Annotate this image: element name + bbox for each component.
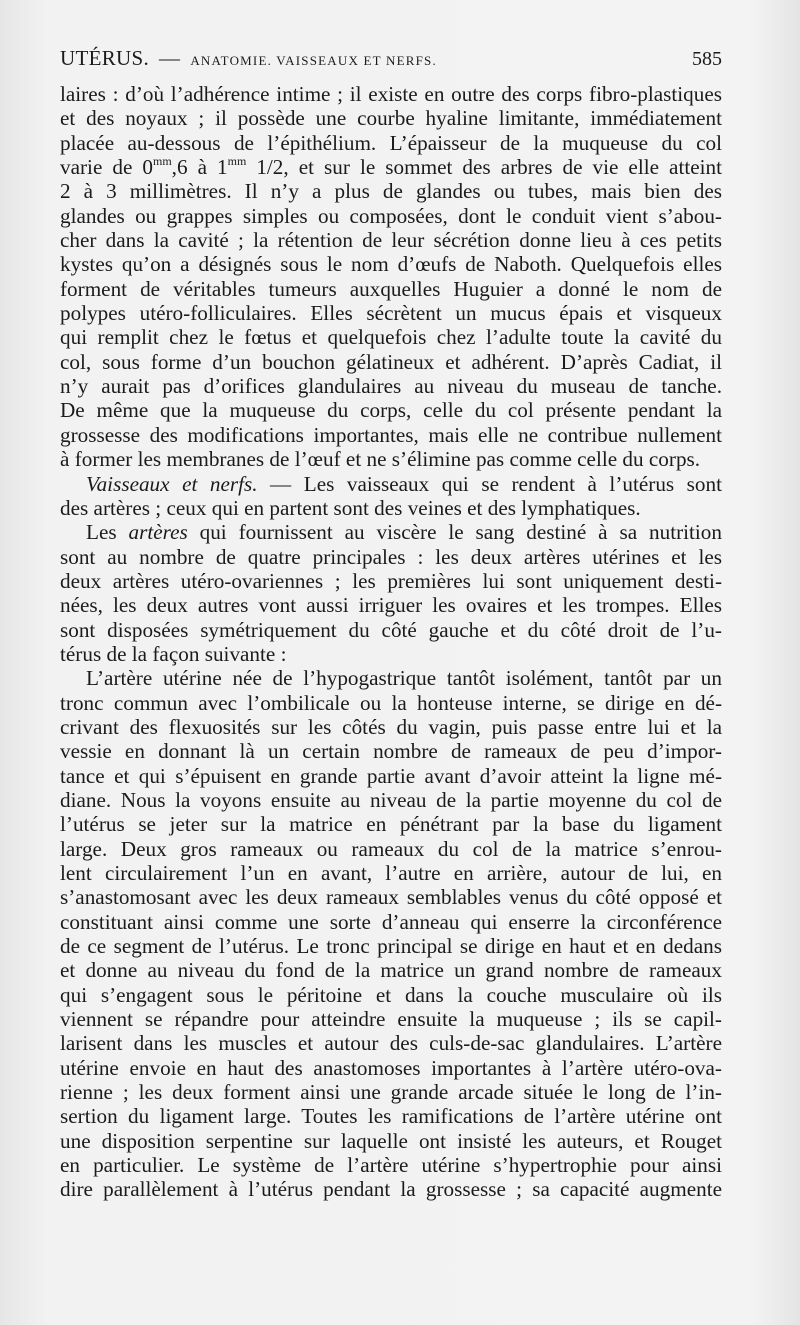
text-line: utérine envoie en haut des anastomoses importantes à l’artère utéro-ova- [60,1055,722,1080]
running-title [60,46,437,71]
text-line: et donne au niveau du fond de la matrice un grand nombre de rameaux [60,958,722,983]
text-line: kystes qu’on a désignés sous le nom d’œufs de Naboth. Quelquefois elles [60,252,722,277]
text-line: et des noyaux ; il possède une courbe hyaline limitante, immédiatement [60,106,722,131]
text-line: nées, les deux autres vont aussi irriguer les ovaires et les trompes. Elles [60,593,722,618]
text-line: col, sous forme d’un bouchon gélatineux et adhérent. D’après Cadiat, il [60,349,722,374]
text-line: en particulier. Le système de l’artère utérine s’hypertrophie pour ainsi [60,1153,722,1178]
text-segment: varie de 0 [60,155,153,180]
text-line: s’anastomosant avec les deux rameaux semblables venus du côté opposé et [60,885,722,910]
superscript: mm [153,154,172,169]
text-segment: 1/2, et sur le sommet des arbres de vie elle atteint [246,155,722,180]
text-line: dire parallèlement à l’utérus pendant la grossesse ; sa capacité augmente [60,1177,722,1202]
text-line: qui s’engagent sous le péritoine et dans la couche musculaire où ils [60,982,722,1007]
text-line: placée au-dessous de l’épithélium. L’épaisseur de la muqueuse du col [60,130,722,155]
text-line: De même que la muqueuse du corps, celle du col présente pendant la [60,398,722,423]
text-segment: — Les vaisseaux qui se rendent à l’utérus sont [257,471,722,496]
text-line: crivant des flexuosités sur les côtés du vagin, puis passe entre lui et la [60,714,722,739]
text-line: large. Deux gros rameaux ou rameaux du col de la matrice s’enrou- [60,836,722,861]
page-number: 585 [692,48,722,70]
text-line: l’utérus se jeter sur la matrice en pénétrant par la base du ligament [60,812,722,837]
text-segment: ,6 à 1 [171,155,228,180]
text-line: larisent dans les muscles et autour des culs-de-sac glandulaires. L’artère [60,1031,722,1056]
text-line: rienne ; les deux forment ainsi une grande arcade située le long de l’in- [60,1080,722,1105]
text-line: térus de la façon suivante : [60,641,287,666]
text-line: tance et qui s’épuisent en grande partie avant d’avoir atteint la ligne mé- [60,763,722,788]
running-title-sub: ANATOMIE. VAISSEAUX ET NERFS. [190,53,437,68]
text-line: laires : d’où l’adhérence intime ; il existe en outre des corps fibro-plastiques [60,82,722,106]
text-line: constituant ainsi comme une sorte d’anneau qui enserre la circonférence [60,909,722,934]
text-line [60,155,722,179]
text-line: deux artères utéro-ovariennes ; les premières lui sont uniquement desti- [60,568,722,593]
text-line: diane. Nous la voyons ensuite au niveau de la partie moyenne du col de [60,787,722,812]
text-line: une disposition serpentine sur laquelle ont insisté les auteurs, et Rouget [60,1128,722,1153]
text-segment: Les [86,520,129,545]
text-line: vessie en donnant là un certain nombre de rameaux de peu d’impor- [60,739,722,764]
text-line: qui remplit chez le fœtus et quelquefois chez l’adulte toute la cavité du [60,325,722,350]
text-line: lent circulairement l’un en avant, l’autre en arrière, autour de lui, en [60,861,722,885]
text-line: grossesse des modifications importantes, mais elle ne contribue nullement [60,422,722,447]
running-title-main: UTÉRUS. [60,46,150,70]
text-line: des artères ; ceux qui en partent sont des veines et des lymphatiques. [60,495,641,520]
text-line: 2 à 3 millimètres. Il n’y a plus de glandes ou tubes, mais bien des [60,179,722,204]
text-line: forment de véritables tumeurs auxquelles Huguier a donné le nom de [60,276,722,301]
text-line: sertion du ligament large. Toutes les ramifications de l’artère utérine ont [60,1104,722,1129]
text-line: de ce segment de l’utérus. Le tronc principal se dirige en haut et en dedans [60,934,722,959]
text-segment: qui fournissent au viscère le sang destiné à sa nutrition [187,520,722,545]
text-line: sont au nombre de quatre principales : les deux artères utérines et les [60,544,722,569]
text-line: viennent se répandre pour atteindre ensuite la muqueuse ; ils se capil- [60,1007,722,1032]
text-line: polypes utéro-folliculaires. Elles sécrètent un mucus épais et visqueux [60,301,722,326]
text-line: tronc commun avec l’ombilicale ou la honteuse interne, se dirige en dé- [60,690,722,715]
body-text [60,82,722,1202]
running-head [60,46,722,76]
section-heading: Vaisseaux et nerfs. [86,471,258,496]
text-line: à former les membranes de l’œuf et ne s’élimine pas comme celle du corps. [60,447,701,472]
text-line: sont disposées symétriquement du côté gauche et du côté droit de l’u- [60,617,722,642]
superscript: mm [227,154,247,169]
running-title-dash: — [159,46,181,70]
text-line [60,472,722,496]
text-line: glandes ou grappes simples ou composées, dont le conduit vient s’abou- [60,203,722,228]
text-line: L’artère utérine née de l’hypogastrique tantôt isolément, tantôt par un [86,666,722,691]
text-line: cher dans la cavité ; la rétention de leur sécrétion donne lieu à ces petits [60,228,722,253]
text-line: n’y aurait pas d’orifices glandulaires au niveau du museau de tanche. [60,374,722,399]
text-line [60,520,722,544]
emphasis-term: artères [128,520,188,545]
